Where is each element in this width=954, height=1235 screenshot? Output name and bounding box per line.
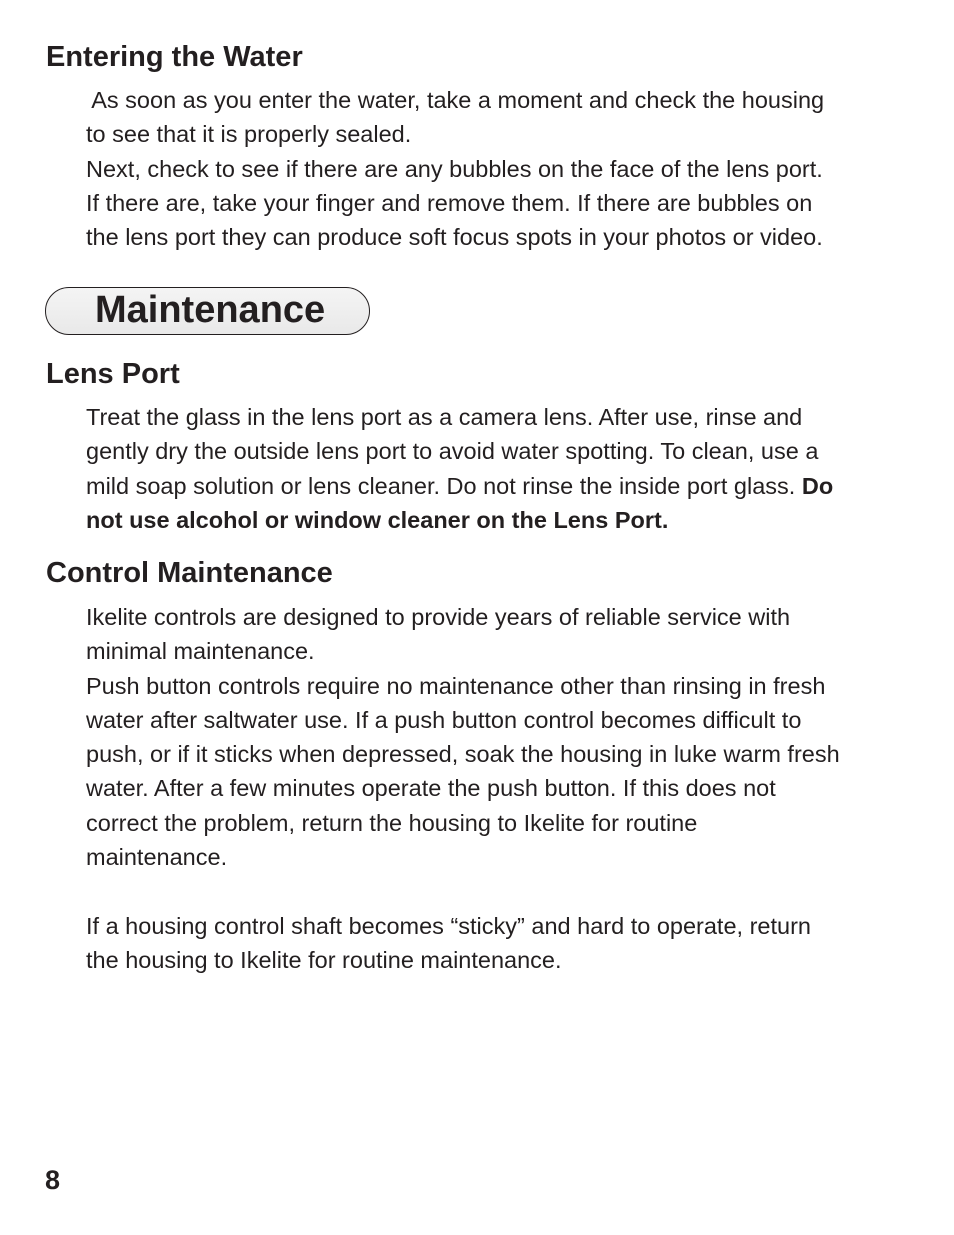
text-line: minimal maintenance. xyxy=(86,638,315,665)
lens-port-text xyxy=(86,400,916,537)
text-line: push, or if it sticks when depressed, soak the housing in luke warm fresh xyxy=(86,741,840,768)
entering-water-text xyxy=(86,83,916,254)
text-line: Next, check to see if there are any bubbles on the face of the lens port. xyxy=(86,155,823,182)
warning-text: Do xyxy=(801,472,834,499)
text-line: Treat the glass in the lens port as a camera lens. After use, rinse and xyxy=(86,404,803,430)
control-maintenance-heading: Control Maintenance xyxy=(46,557,333,589)
text-line: gently dry the outside lens port to avoid water spotting. To clean, use a xyxy=(86,438,819,465)
text-line: Ikelite controls are designed to provide years of reliable service with xyxy=(86,604,791,630)
text-line: maintenance. xyxy=(86,844,228,871)
text-line: water after saltwater use. If a push button control becomes difficult to xyxy=(86,706,802,733)
text-line: water. After a few minutes operate the push button. If this does not xyxy=(86,775,776,802)
text-line: correct the problem, return the housing to Ikelite for routine xyxy=(86,809,698,836)
text-line: the lens port they can produce soft focus spots in your photos or video. xyxy=(86,224,823,251)
text-line xyxy=(86,469,916,503)
text-segment: mild soap solution or lens cleaner. Do not rinse the inside port glass. xyxy=(86,472,802,499)
text-line: Push button controls require no maintenance other than rinsing in fresh xyxy=(86,672,826,699)
text-line: If there are, take your finger and remove them. If there are bubbles on xyxy=(86,189,813,216)
text-line: If a housing control shaft becomes “sticky” and hard to operate, return xyxy=(86,912,811,939)
text-line xyxy=(86,503,916,537)
text-line: As soon as you enter the water, take a moment and check the housing xyxy=(86,87,825,113)
paragraph-gap xyxy=(86,874,916,908)
text-line: the housing to Ikelite for routine maintenance. xyxy=(86,946,562,973)
page-number: 8 xyxy=(45,1165,61,1195)
warning-text: not use alcohol or window cleaner on the Lens Port. xyxy=(86,506,669,533)
maintenance-title: Maintenance xyxy=(95,289,326,331)
lens-port-heading: Lens Port xyxy=(46,358,180,390)
text-line: to see that it is properly sealed. xyxy=(86,121,412,148)
control-maintenance-text xyxy=(86,600,916,977)
entering-water-heading: Entering the Water xyxy=(46,41,303,73)
